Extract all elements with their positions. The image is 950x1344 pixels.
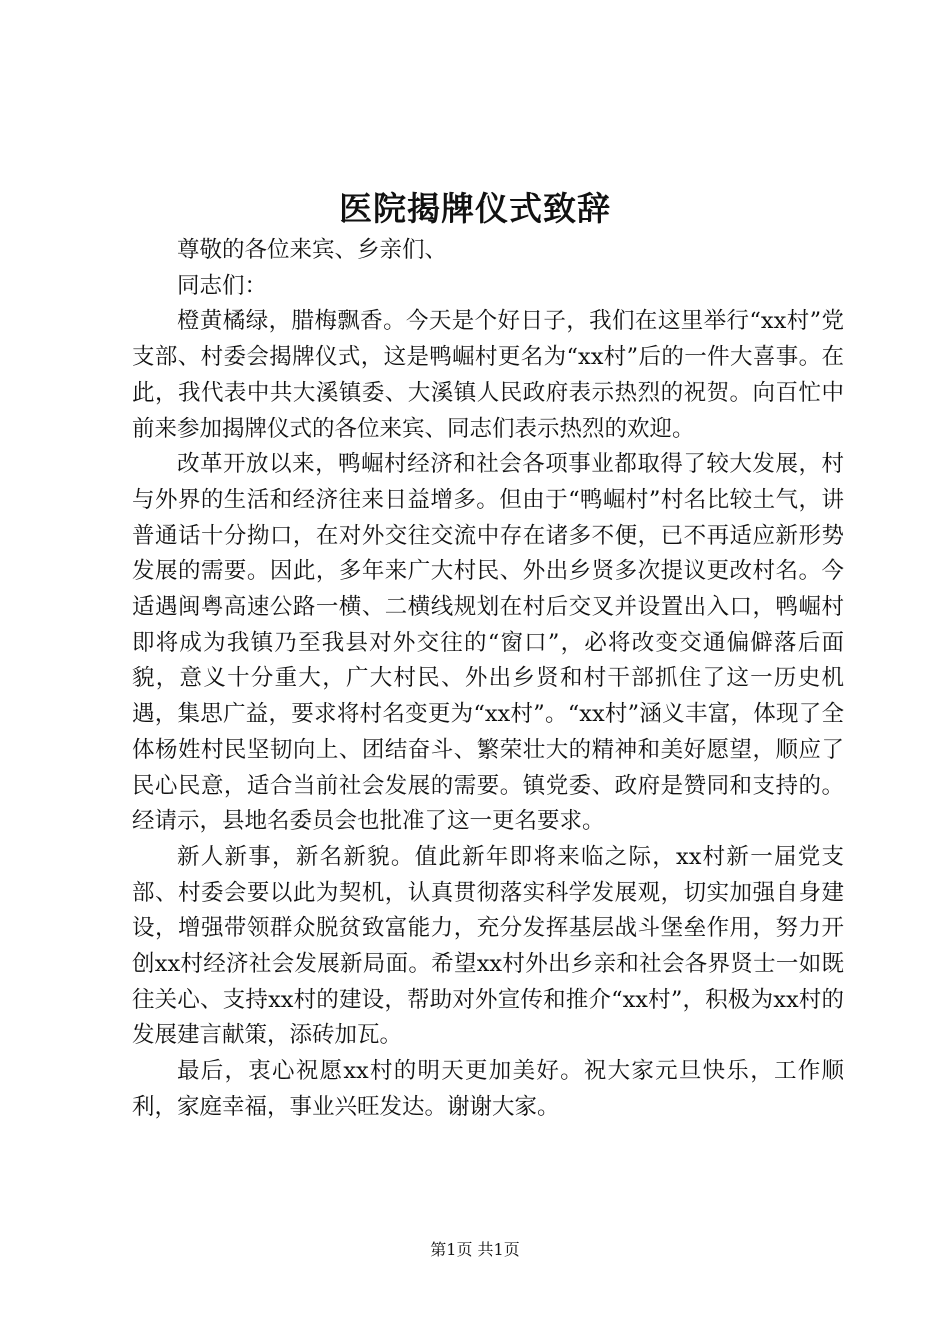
salutation-line-2: 同志们： xyxy=(177,272,268,299)
paragraph-opening: 橙黄橘绿，腊梅飘香。今天是个好日子，我们在这里举行“xx村”党支部、村委会揭牌仪式，这是鸭崛村更名为“xx村”后的一件大喜事。在此，我代表中共大溪镇委、大溪镇人民政府表示热烈的祝贺。向百忙中前来参加揭牌仪式的各位来宾、同志们表示热烈的欢迎。 xyxy=(132,308,844,442)
page-number-footer: 第1页 共1页 xyxy=(430,1240,520,1259)
document-body xyxy=(132,233,844,1126)
salutation-line-1: 尊敬的各位来宾、乡亲们、 xyxy=(177,237,448,263)
document-title: 医院揭牌仪式致辞 xyxy=(339,189,611,228)
paragraph-hopes: 新人新事，新名新貌。值此新年即将来临之际，xx村新一届党支部、村委会要以此为契机，认真贯彻落实科学发展观，切实加强自身建设，增强带领群众脱贫致富能力，充分发挥基层战斗堡垒作用，努力开创xx村经济社会发展新局面。希望xx村外出乡亲和社会各界贤士一如既往关心、支持xx村的建设，帮助对外宣传和推介“xx村”，积极为xx村的发展建言献策，添砖加瓦。 xyxy=(132,843,844,1049)
paragraph-closing: 最后，衷心祝愿xx村的明天更加美好。祝大家元旦快乐，工作顺利，家庭幸福，事业兴旺发达。谢谢大家。 xyxy=(132,1058,844,1120)
paragraph-background: 改革开放以来，鸭崛村经济和社会各项事业都取得了较大发展，村与外界的生活和经济往来日益增多。但由于“鸭崛村”村名比较土气，讲普通话十分拗口，在对外交往交流中存在诸多不便，已不再适应新形势发展的需要。因此，多年来广大村民、外出乡贤多次提议更改村名。今适遇闽粤高速公路一横、二横线规划在村后交叉并设置出入口，鸭崛村即将成为我镇乃至我县对外交往的“窗口”，必将改变交通偏僻落后面貌，意义十分重大，广大村民、外出乡贤和村干部抓住了这一历史机遇，集思广益，要求将村名变更为“xx村”。“xx村”涵义丰富，体现了全体杨姓村民坚韧向上、团结奋斗、繁荣壮大的精神和美好愿望，顺应了民心民意，适合当前社会发展的需要。镇党委、政府是赞同和支持的。经请示，县地名委员会也批准了这一更名要求。 xyxy=(132,451,844,835)
